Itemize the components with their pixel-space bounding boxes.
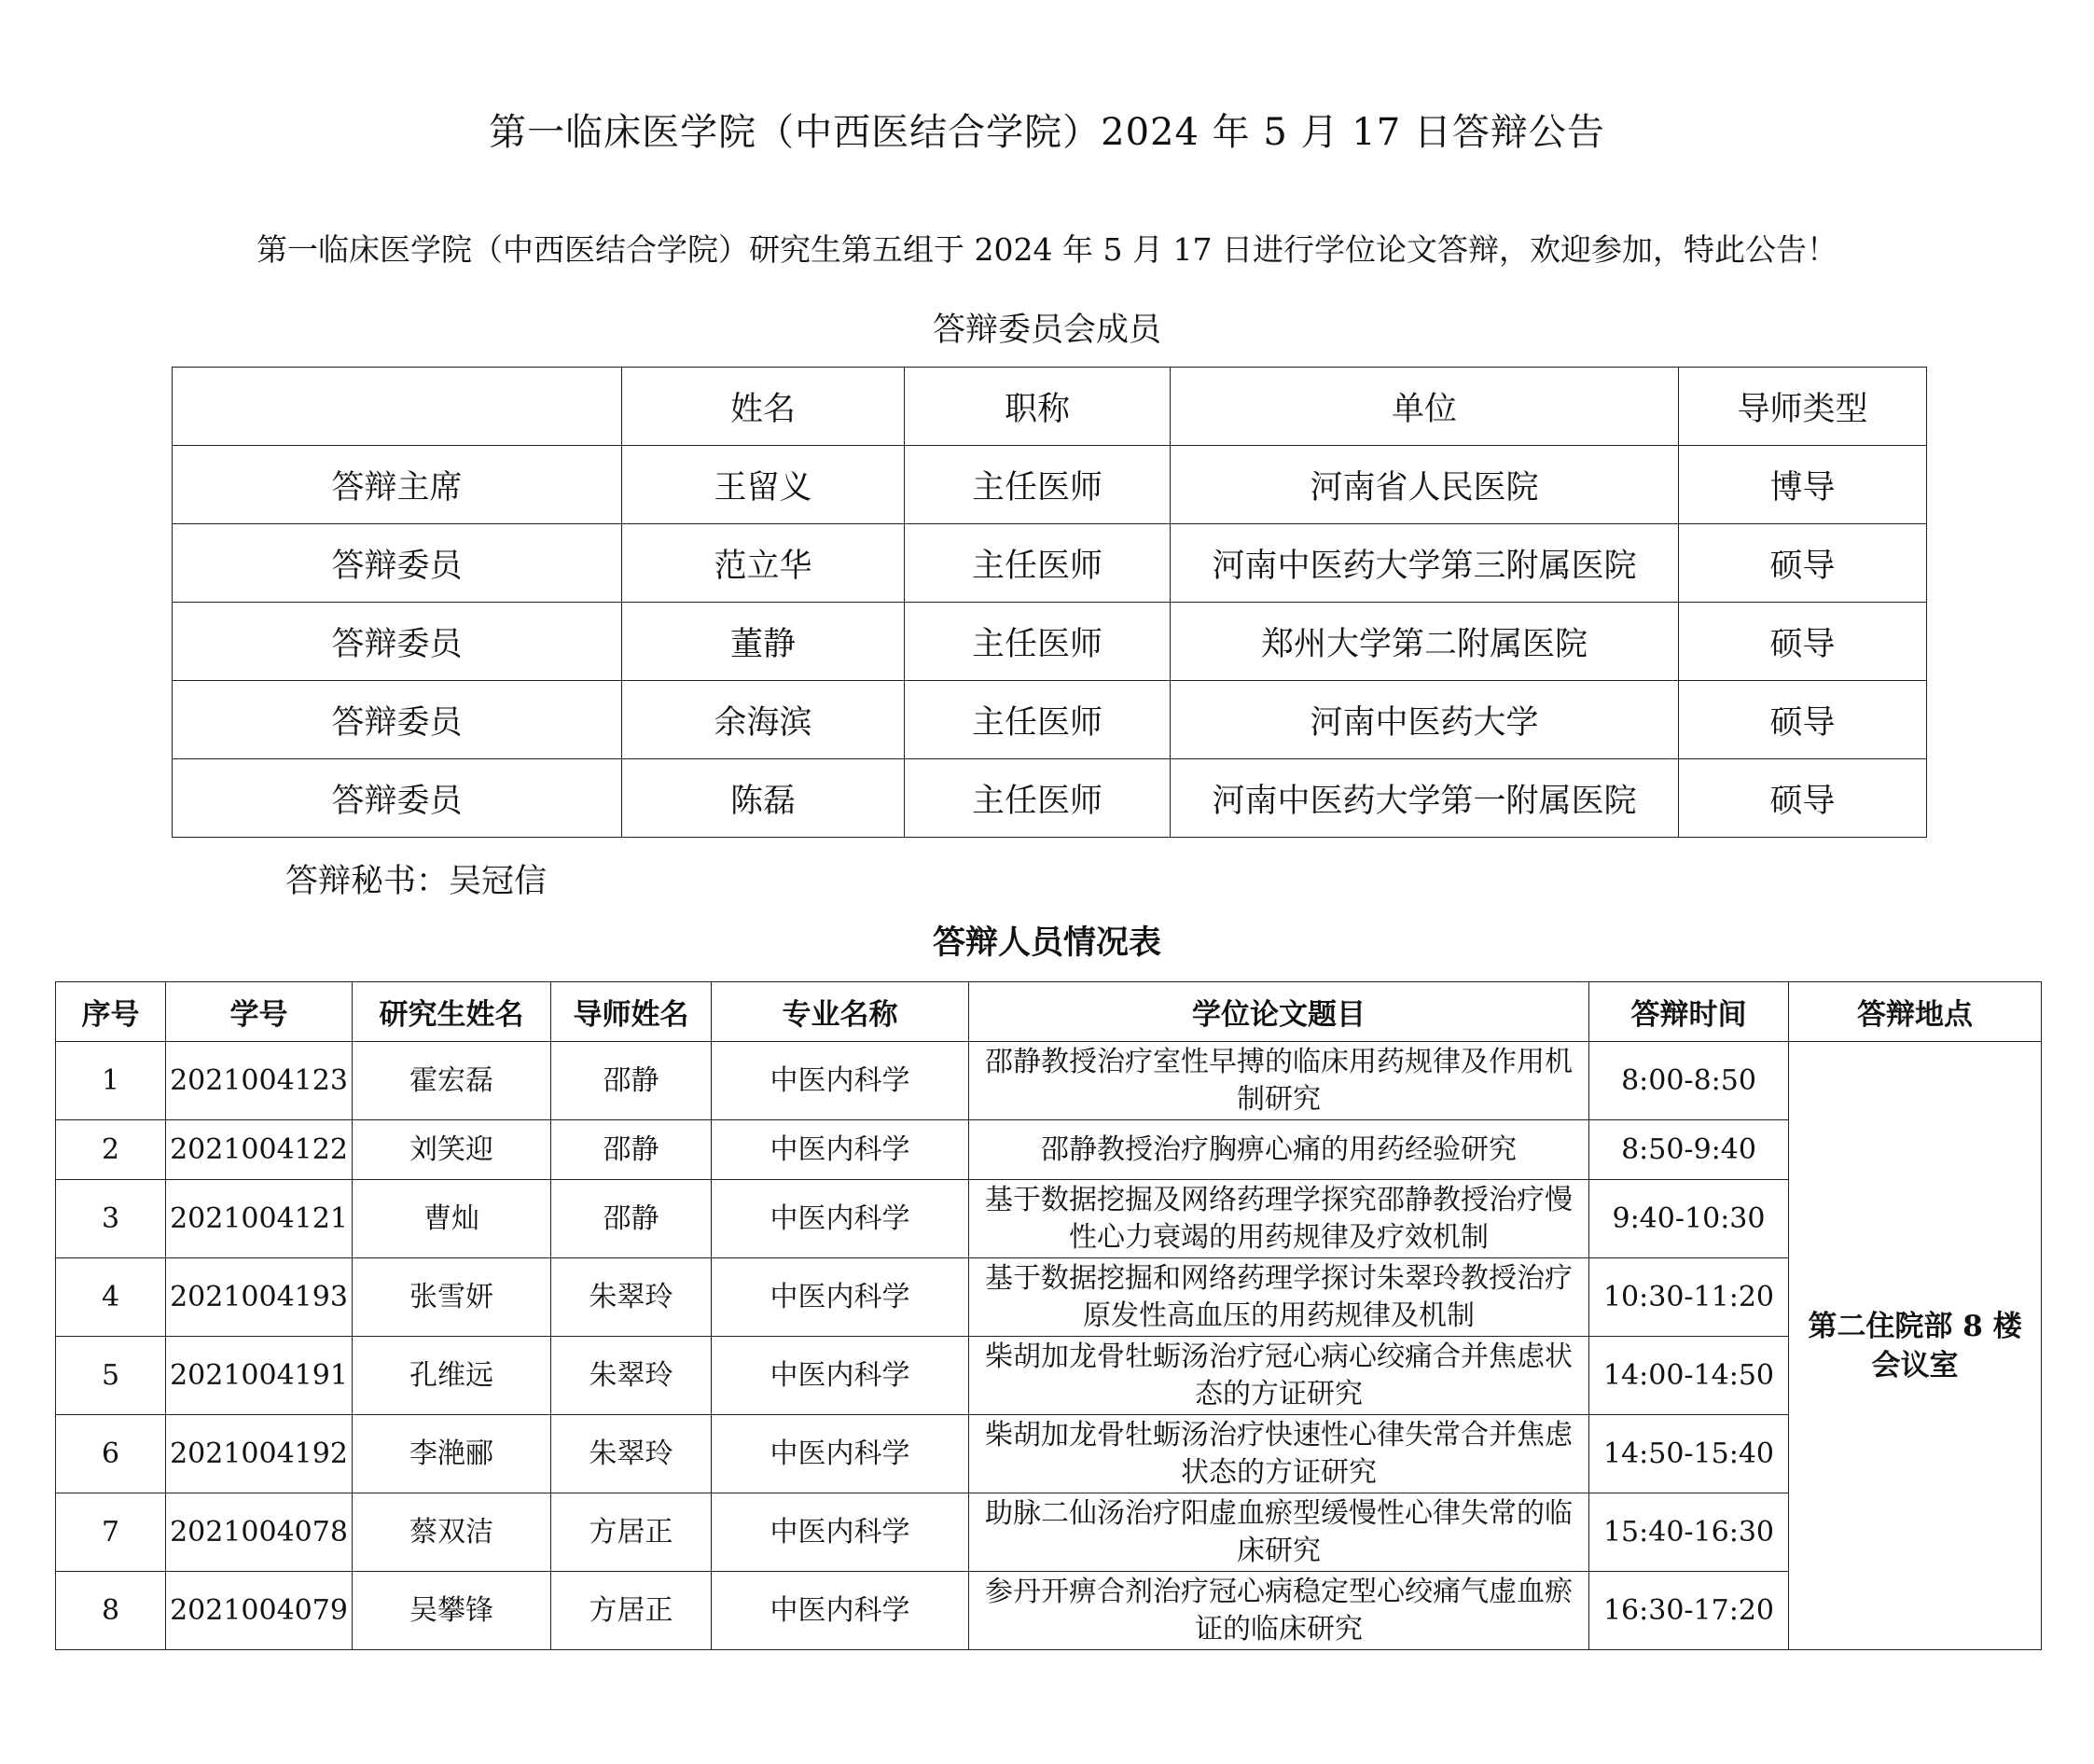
roster-major: 中医内科学 bbox=[712, 1258, 969, 1337]
roster-student-name: 曹灿 bbox=[353, 1180, 551, 1258]
roster-student-name: 吴攀锋 bbox=[353, 1572, 551, 1650]
roster-student-id: 2021004122 bbox=[166, 1120, 353, 1180]
roster-topic: 参丹开痹合剂治疗冠心病稳定型心绞痛气虚血瘀证的临床研究 bbox=[969, 1572, 1589, 1650]
committee-type: 硕导 bbox=[1679, 603, 1927, 681]
roster-header-topic: 学位论文题目 bbox=[969, 982, 1589, 1042]
roster-header-row bbox=[56, 982, 2042, 1042]
roster-time: 16:30-17:20 bbox=[1589, 1572, 1789, 1650]
roster-student-name: 孔维远 bbox=[353, 1337, 551, 1415]
roster-header-student: 研究生姓名 bbox=[353, 982, 551, 1042]
roster-row bbox=[56, 1337, 2042, 1415]
roster-row bbox=[56, 1415, 2042, 1493]
roster-no: 2 bbox=[56, 1120, 166, 1180]
committee-name: 陈磊 bbox=[622, 759, 905, 838]
committee-name: 范立华 bbox=[622, 524, 905, 603]
roster-student-id: 2021004192 bbox=[166, 1415, 353, 1493]
roster-advisor: 朱翠玲 bbox=[551, 1337, 712, 1415]
roster-topic: 助脉二仙汤治疗阳虚血瘀型缓慢性心律失常的临床研究 bbox=[969, 1493, 1589, 1572]
roster-time: 9:40-10:30 bbox=[1589, 1180, 1789, 1258]
committee-role: 答辩委员 bbox=[173, 759, 622, 838]
roster-row bbox=[56, 1572, 2042, 1650]
committee-type: 硕导 bbox=[1679, 759, 1927, 838]
roster-advisor: 邵静 bbox=[551, 1180, 712, 1258]
roster-no: 1 bbox=[56, 1042, 166, 1120]
committee-name: 余海滨 bbox=[622, 681, 905, 759]
roster-student-name: 刘笑迎 bbox=[353, 1120, 551, 1180]
roster-header-time: 答辩时间 bbox=[1589, 982, 1789, 1042]
committee-name: 董静 bbox=[622, 603, 905, 681]
roster-no: 5 bbox=[56, 1337, 166, 1415]
roster-row bbox=[56, 1258, 2042, 1337]
committee-role: 答辩委员 bbox=[173, 603, 622, 681]
committee-header-row bbox=[173, 368, 1927, 446]
roster-student-id: 2021004191 bbox=[166, 1337, 353, 1415]
roster-major: 中医内科学 bbox=[712, 1120, 969, 1180]
committee-row bbox=[173, 759, 1927, 838]
roster-topic: 邵静教授治疗室性早搏的临床用药规律及作用机制研究 bbox=[969, 1042, 1589, 1120]
roster-no: 3 bbox=[56, 1180, 166, 1258]
committee-role: 答辩委员 bbox=[173, 681, 622, 759]
roster-row bbox=[56, 1180, 2042, 1258]
committee-unit: 郑州大学第二附属医院 bbox=[1171, 603, 1679, 681]
roster-row bbox=[56, 1042, 2042, 1120]
roster-student-name: 李滟郦 bbox=[353, 1415, 551, 1493]
roster-no: 4 bbox=[56, 1258, 166, 1337]
committee-secretary: 答辩秘书：吴冠信 bbox=[285, 863, 548, 900]
committee-unit: 河南中医药大学第一附属医院 bbox=[1171, 759, 1679, 838]
roster-no: 6 bbox=[56, 1415, 166, 1493]
roster-no: 8 bbox=[56, 1572, 166, 1650]
committee-header-name: 姓名 bbox=[622, 368, 905, 446]
roster-advisor: 邵静 bbox=[551, 1042, 712, 1120]
committee-header-title: 职称 bbox=[905, 368, 1171, 446]
roster-no: 7 bbox=[56, 1493, 166, 1572]
roster-advisor: 邵静 bbox=[551, 1120, 712, 1180]
roster-major: 中医内科学 bbox=[712, 1572, 969, 1650]
committee-caption: 答辩委员会成员 bbox=[932, 312, 1161, 349]
committee-name: 王留义 bbox=[622, 446, 905, 524]
committee-title: 主任医师 bbox=[905, 759, 1171, 838]
roster-time: 14:00-14:50 bbox=[1589, 1337, 1789, 1415]
committee-title: 主任医师 bbox=[905, 446, 1171, 524]
committee-header-type: 导师类型 bbox=[1679, 368, 1927, 446]
roster-advisor: 方居正 bbox=[551, 1572, 712, 1650]
roster-topic: 基于数据挖掘及网络药理学探究邵静教授治疗慢性心力衰竭的用药规律及疗效机制 bbox=[969, 1180, 1589, 1258]
committee-row bbox=[173, 446, 1927, 524]
committee-row bbox=[173, 681, 1927, 759]
roster-topic: 邵静教授治疗胸痹心痛的用药经验研究 bbox=[969, 1120, 1589, 1180]
roster-advisor: 朱翠玲 bbox=[551, 1415, 712, 1493]
committee-row bbox=[173, 603, 1927, 681]
committee-title: 主任医师 bbox=[905, 681, 1171, 759]
committee-unit: 河南中医药大学 bbox=[1171, 681, 1679, 759]
committee-header-unit: 单位 bbox=[1171, 368, 1679, 446]
roster-advisor: 方居正 bbox=[551, 1493, 712, 1572]
roster-student-id: 2021004193 bbox=[166, 1258, 353, 1337]
committee-table bbox=[172, 367, 1927, 838]
roster-major: 中医内科学 bbox=[712, 1337, 969, 1415]
committee-row bbox=[173, 524, 1927, 603]
committee-unit: 河南省人民医院 bbox=[1171, 446, 1679, 524]
roster-time: 10:30-11:20 bbox=[1589, 1258, 1789, 1337]
committee-type: 博导 bbox=[1679, 446, 1927, 524]
committee-role: 答辩主席 bbox=[173, 446, 622, 524]
roster-student-name: 霍宏磊 bbox=[353, 1042, 551, 1120]
roster-time: 8:00-8:50 bbox=[1589, 1042, 1789, 1120]
roster-student-name: 蔡双洁 bbox=[353, 1493, 551, 1572]
roster-header-no: 序号 bbox=[56, 982, 166, 1042]
announcement-title: 第一临床医学院（中西医结合学院）2024 年 5 月 17 日答辩公告 bbox=[489, 111, 1605, 154]
roster-topic: 柴胡加龙骨牡蛎汤治疗冠心病心绞痛合并焦虑状态的方证研究 bbox=[969, 1337, 1589, 1415]
roster-row bbox=[56, 1493, 2042, 1572]
roster-student-id: 2021004123 bbox=[166, 1042, 353, 1120]
committee-type: 硕导 bbox=[1679, 681, 1927, 759]
roster-header-location: 答辩地点 bbox=[1789, 982, 2042, 1042]
roster-table bbox=[55, 981, 2042, 1650]
roster-time: 8:50-9:40 bbox=[1589, 1120, 1789, 1180]
committee-unit: 河南中医药大学第三附属医院 bbox=[1171, 524, 1679, 603]
roster-header-id: 学号 bbox=[166, 982, 353, 1042]
roster-student-id: 2021004078 bbox=[166, 1493, 353, 1572]
roster-major: 中医内科学 bbox=[712, 1180, 969, 1258]
roster-advisor: 朱翠玲 bbox=[551, 1258, 712, 1337]
roster-topic: 柴胡加龙骨牡蛎汤治疗快速性心律失常合并焦虑状态的方证研究 bbox=[969, 1415, 1589, 1493]
roster-header-advisor: 导师姓名 bbox=[551, 982, 712, 1042]
roster-header-major: 专业名称 bbox=[712, 982, 969, 1042]
roster-major: 中医内科学 bbox=[712, 1415, 969, 1493]
committee-title: 主任医师 bbox=[905, 524, 1171, 603]
roster-location: 第二住院部 8 楼会议室 bbox=[1789, 1042, 2042, 1650]
roster-row bbox=[56, 1120, 2042, 1180]
roster-student-id: 2021004121 bbox=[166, 1180, 353, 1258]
committee-type: 硕导 bbox=[1679, 524, 1927, 603]
roster-time: 14:50-15:40 bbox=[1589, 1415, 1789, 1493]
committee-title: 主任医师 bbox=[905, 603, 1171, 681]
announcement-intro: 第一临床医学院（中西医结合学院）研究生第五组于 2024 年 5 月 17 日进行学位论文答辩，欢迎参加，特此公告！ bbox=[257, 231, 1837, 268]
committee-header-role bbox=[173, 368, 622, 446]
roster-student-id: 2021004079 bbox=[166, 1572, 353, 1650]
roster-time: 15:40-16:30 bbox=[1589, 1493, 1789, 1572]
roster-caption: 答辩人员情况表 bbox=[932, 924, 1161, 962]
roster-student-name: 张雪妍 bbox=[353, 1258, 551, 1337]
roster-topic: 基于数据挖掘和网络药理学探讨朱翠玲教授治疗原发性高血压的用药规律及机制 bbox=[969, 1258, 1589, 1337]
committee-role: 答辩委员 bbox=[173, 524, 622, 603]
roster-major: 中医内科学 bbox=[712, 1493, 969, 1572]
roster-major: 中医内科学 bbox=[712, 1042, 969, 1120]
